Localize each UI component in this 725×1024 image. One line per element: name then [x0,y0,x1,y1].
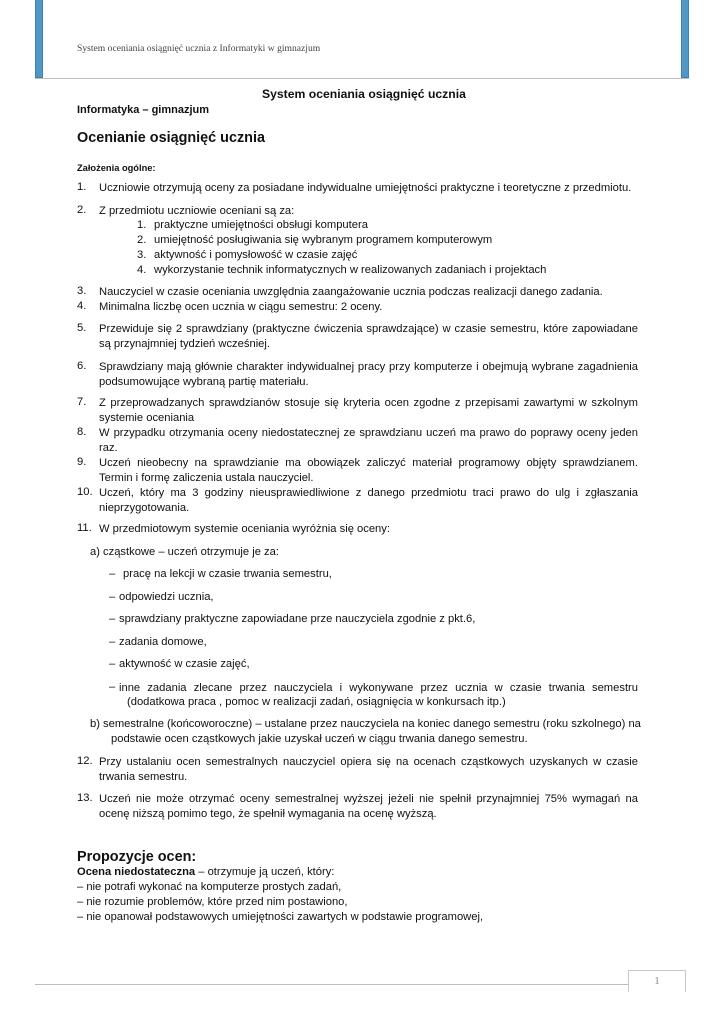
grade-criterion: – nie potrafi wykonać na komputerze prostych zadań, [77,881,342,893]
grade-line [77,866,334,878]
sub-list-item: cząstkowe – uczeń otrzymuje je za: [103,546,279,558]
list-item: Przewiduje się 2 sprawdziany (praktyczne ćwiczenia sprawdzające) w czasie semestru, które zapowiadane są przynajmniej tydzień wcześniej. [99,323,638,350]
sub-item-number: 4. [137,264,147,276]
item-number: 2. [77,204,87,216]
list-item: Nauczyciel w czasie oceniania uwzględnia zaangażowanie ucznia podczas realizacji danego zadania. [99,286,603,298]
section-heading: Ocenianie osiągnięć ucznia [77,130,265,146]
item-number: 1. [77,181,87,193]
dash-item: zadania domowe, [119,636,207,648]
subject-line: Informatyka – gimnazjum [77,104,210,116]
list-item: Z przeprowadzanych sprawdzianów stosuje się kryteria ocen zgodne z przepisami zawartymi w szkolnym systemie oceniania [99,397,638,424]
dash-item: odpowiedzi ucznia, [119,591,214,603]
item-number: 3. [77,285,87,297]
dash-item-continuation: (dodatkowa praca , pomoc w realizacji zadań, osiągnięcia w konkursach itp.) [127,696,506,708]
page-number: 1 [654,975,660,987]
item-number: 9. [77,456,87,468]
header-accent-bar-right [681,0,689,78]
list-item: Uczniowie otrzymują oceny za posiadane indywidualne umiejętności praktyczne i teoretyczne z przedmiotu. [99,182,632,194]
sub-list-item: aktywność i pomysłowość w czasie zajęć [154,249,358,261]
dash-bullet: – [109,591,116,603]
sub-item-number: 1. [137,219,147,231]
footer-divider [35,984,628,985]
sub-list-item: umiejętność posługiwania się wybranym programem komputerowym [154,234,493,246]
list-item: Uczeń nieobecny na sprawdzianie ma obowiązek zaliczyć materiał programowy objęty sprawdzianem. Termin i formę zaliczenia ustala nauczyciel. [99,457,638,484]
sub-list-item: wykorzystanie technik informatycznych w realizowanych zadaniach i projektach [154,264,547,276]
dash-bullet: – [109,658,116,670]
running-header: System oceniania osiągnięć ucznia z Informatyki w gimnazjum [77,43,321,54]
list-item: W przedmiotowym systemie oceniania wyróżnia się oceny: [99,523,390,535]
list-item: Uczeń nie może otrzymać oceny semestralnej wyższej jeżeli nie spełnił przynajmniej 75% wymagań na ocenę niższą pomimo tego, że spełnił wymagania na ocenę wyższą. [99,793,638,820]
list-item: Sprawdziany mają głównie charakter indywidualnej pracy przy komputerze i obejmują wybrane zagadnienia podsumowujące wybraną partię materiału. [99,361,638,388]
grade-criterion: – nie rozumie problemów, które przed nim postawiono, [77,896,348,908]
item-number: 12. [77,755,93,767]
item-number: 6. [77,360,87,372]
sub-item-number: 3. [137,249,147,261]
grade-description: – otrzymuje ją uczeń, który: [195,866,335,878]
item-number: 10. [77,486,93,498]
item-number: 13. [77,792,93,804]
list-item: W przypadku otrzymania oceny niedostatecznej ze sprawdzianu uczeń ma prawo do poprawy oceny jeden raz. [99,427,638,454]
item-number: 4. [77,300,87,312]
sub-list-item: praktyczne umiejętności obsługi komputera [154,219,368,231]
sub-list-item-continuation: podstawie ocen cząstkowych jakie uzyskał uczeń w ciągu trwania danego semestru. [111,733,528,745]
header-accent-bar-left [35,0,43,78]
sub-letter: b) [90,718,100,730]
list-item: Minimalna liczbę ocen ucznia w ciągu semestru: 2 oceny. [99,301,383,313]
list-item: Przy ustalaniu ocen semestralnych nauczyciel opiera się na ocenach cząstkowych uzyskanych w czasie trwania semestru. [99,756,638,783]
dash-item: pracę na lekcji w czasie trwania semestru, [123,568,332,580]
dash-bullet: – [109,613,116,625]
dash-item: sprawdziany praktyczne zapowiadane prze nauczyciela zgodnie z pkt.6, [119,613,476,625]
list-item: Z przedmiotu uczniowie oceniani są za: [99,205,295,217]
dash-bullet: – [109,568,116,580]
grade-name: Ocena niedostateczna [77,866,196,878]
item-number: 5. [77,322,87,334]
sub-list-item: semestralne (końcoworoczne) – ustalane przez nauczyciela na koniec danego semestru (roku szkolnego) na [103,718,641,730]
header-divider [35,78,689,79]
dash-item: aktywność w czasie zajęć, [119,658,250,670]
dash-bullet: – [109,681,116,693]
item-number: 7. [77,396,87,408]
sub-item-number: 2. [137,234,147,246]
item-number: 8. [77,426,87,438]
proposals-heading: Propozycje ocen: [77,849,197,865]
item-number: 11. [77,522,92,534]
dash-item: inne zadania zlecane przez nauczyciela i wykonywane przez ucznia w czasie trwania semestru [119,682,638,694]
list-item: Uczeń, który ma 3 godziny nieusprawiedliwione z danego przedmiotu traci prawo do ulg i zgłaszania nieprzygotowania. [99,487,638,514]
assumptions-label: Założenia ogólne: [77,163,156,173]
grade-criterion: – nie opanował podstawowych umiejętności zawartych w podstawie programowej, [77,911,484,923]
dash-bullet: – [109,636,116,648]
document-title: System oceniania osiągnięć ucznia [262,87,466,101]
sub-letter: a) [90,546,100,558]
